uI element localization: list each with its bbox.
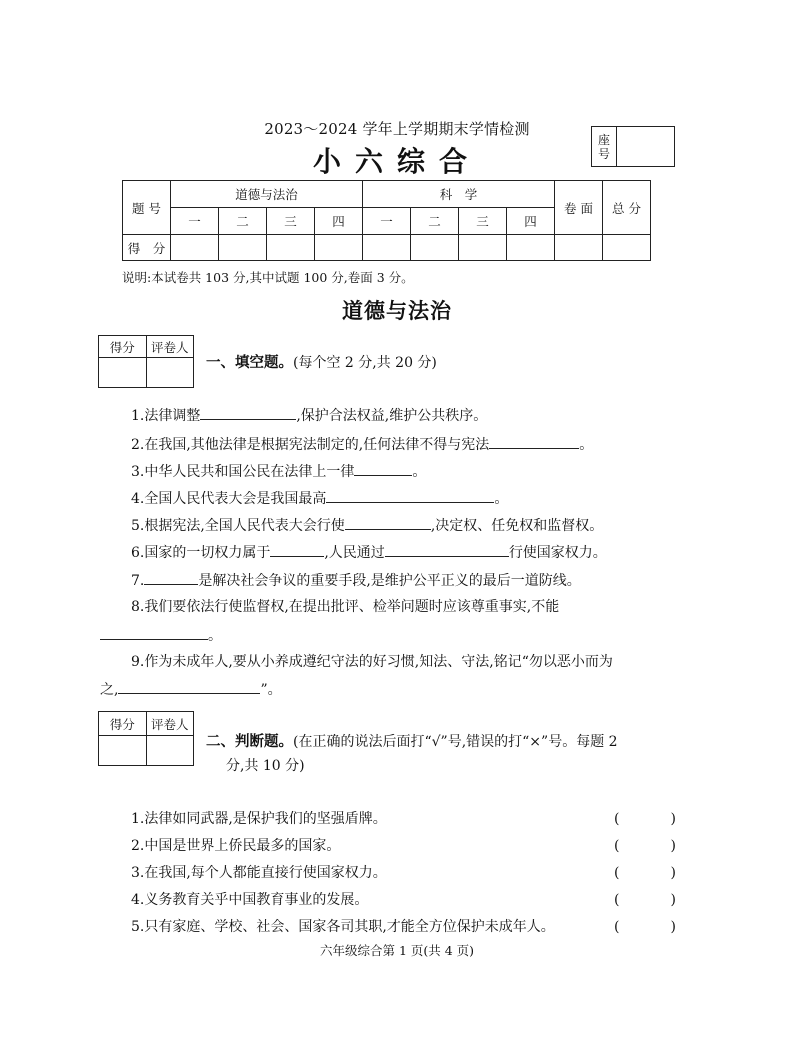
grader-score-label: 得分 xyxy=(99,336,147,358)
morality-part-header: 四 xyxy=(315,208,363,235)
science-part-header: 二 xyxy=(411,208,459,235)
science-part-header: 四 xyxy=(507,208,555,235)
morality-group-header: 道德与法治 xyxy=(171,181,363,208)
section-title: 道德与法治 xyxy=(342,299,452,323)
answer-blank[interactable] xyxy=(200,405,296,420)
seat-number-field[interactable] xyxy=(617,127,674,166)
score-cell[interactable] xyxy=(171,235,219,261)
score-cell[interactable] xyxy=(363,235,411,261)
score-cell[interactable] xyxy=(603,235,651,261)
judge-question-2: 2.中国是世界上侨民最多的国家。 ( ) xyxy=(131,838,676,854)
science-part-header: 三 xyxy=(459,208,507,235)
grader-score-cell[interactable] xyxy=(99,736,147,766)
seat-number-box xyxy=(591,126,675,167)
fill-question-4: 4.全国人民代表大会是我国最高 。 xyxy=(131,488,676,509)
seat-number-label: 座 号 xyxy=(592,127,617,166)
fill-question-6: 6.国家的一切权力属于 ,人民通过 行使国家权力。 xyxy=(131,542,676,563)
fill-question-1: 1.法律调整 ,保护合法权益,维护公共秩序。 xyxy=(131,405,676,426)
score-cell[interactable] xyxy=(507,235,555,261)
answer-parentheses[interactable]: ( ) xyxy=(614,919,676,935)
judge-question-3: 3.在我国,每个人都能直接行使国家权力。 ( ) xyxy=(131,865,676,881)
score-cell[interactable] xyxy=(267,235,315,261)
answer-parentheses[interactable]: ( ) xyxy=(614,892,676,908)
judge-question-4: 4.义务教育关乎中国教育事业的发展。 ( ) xyxy=(131,892,676,908)
answer-blank[interactable] xyxy=(100,625,208,640)
answer-parentheses[interactable]: ( ) xyxy=(614,811,676,827)
grader-name-label: 评卷人 xyxy=(146,712,194,736)
score-cell[interactable] xyxy=(315,235,363,261)
answer-blank[interactable] xyxy=(489,434,579,449)
fill-question-9: 9.作为未成年人,要从小养成遵纪守法的好习惯,知法、守法,铭记“勿以恶小而为 xyxy=(131,654,613,670)
score-cell[interactable] xyxy=(459,235,507,261)
answer-blank[interactable] xyxy=(385,542,509,557)
part2-heading-cont: 分,共 10 分) xyxy=(226,758,305,774)
part1-heading: 一、填空题。(每个空 2 分,共 20 分) xyxy=(206,355,437,371)
fill-question-2: 2.在我国,其他法律是根据宪法制定的,任何法律不得与宪法 。 xyxy=(131,434,676,455)
question-number-header: 题 号 xyxy=(123,181,171,235)
score-row-label: 得 分 xyxy=(123,235,171,261)
score-table xyxy=(122,180,651,261)
neatness-header: 卷 面 xyxy=(555,181,603,235)
morality-part-header: 三 xyxy=(267,208,315,235)
answer-blank[interactable] xyxy=(270,542,324,557)
answer-blank[interactable] xyxy=(118,679,260,694)
exam-note: 说明:本试卷共 103 分,其中试题 100 分,卷面 3 分。 xyxy=(122,270,414,285)
score-cell[interactable] xyxy=(411,235,459,261)
score-cell[interactable] xyxy=(555,235,603,261)
answer-blank[interactable] xyxy=(326,488,494,503)
grader-box xyxy=(98,335,194,388)
science-group-header: 科 学 xyxy=(363,181,555,208)
grader-box xyxy=(98,711,194,766)
part2-heading: 二、判断题。(在正确的说法后面打“√”号,错误的打“×”号。每题 2 xyxy=(206,734,618,750)
total-header: 总 分 xyxy=(603,181,651,235)
page-footer: 六年级综合第 1 页(共 4 页) xyxy=(319,943,475,958)
answer-parentheses[interactable]: ( ) xyxy=(614,865,676,881)
judge-question-1: 1.法律如同武器,是保护我们的坚强盾牌。 ( ) xyxy=(131,811,676,827)
fill-question-3: 3.中华人民共和国公民在法律上一律 。 xyxy=(131,461,676,482)
morality-part-header: 一 xyxy=(171,208,219,235)
science-part-header: 一 xyxy=(363,208,411,235)
grader-name-label: 评卷人 xyxy=(146,336,194,358)
answer-blank[interactable] xyxy=(345,515,431,530)
fill-question-8: 8.我们要依法行使监督权,在提出批评、检举问题时应该尊重事实,不能 xyxy=(131,599,560,615)
fill-question-9-cont: 之, ”。 xyxy=(100,679,645,700)
grader-score-cell[interactable] xyxy=(99,358,147,388)
grader-name-cell[interactable] xyxy=(146,358,194,388)
exam-name: 2023～2024 学年上学期期末学情检测 xyxy=(264,120,530,138)
fill-question-5: 5.根据宪法,全国人民代表大会行使 ,决定权、任免权和监督权。 xyxy=(131,515,676,536)
fill-question-8-cont: 。 xyxy=(100,625,645,646)
exam-title: 小六综合 xyxy=(312,145,481,178)
grader-name-cell[interactable] xyxy=(146,736,194,766)
judge-question-5: 5.只有家庭、学校、社会、国家各司其职,才能全方位保护未成年人。 ( ) xyxy=(131,919,676,935)
fill-question-7: 7. 是解决社会争议的重要手段,是维护公平正义的最后一道防线。 xyxy=(131,570,676,591)
score-cell[interactable] xyxy=(219,235,267,261)
answer-blank[interactable] xyxy=(144,570,198,585)
answer-blank[interactable] xyxy=(354,461,412,476)
answer-parentheses[interactable]: ( ) xyxy=(614,838,676,854)
grader-score-label: 得分 xyxy=(99,712,147,736)
morality-part-header: 二 xyxy=(219,208,267,235)
